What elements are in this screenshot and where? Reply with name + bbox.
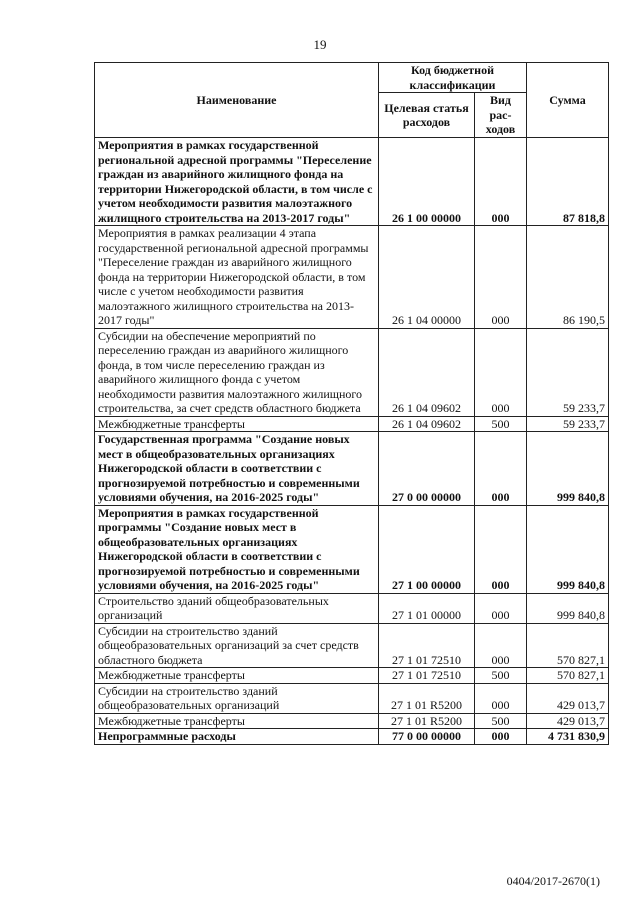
row-amount: 999 840,8 [527, 593, 609, 623]
table-row [95, 729, 609, 745]
row-amount: 570 827,1 [527, 668, 609, 684]
row-expense-type: 000 [475, 729, 527, 745]
row-expense-type: 000 [475, 505, 527, 593]
row-name: Межбюджетные трансферты [95, 416, 379, 432]
header-target-article: Целевая статья расходов [379, 93, 475, 138]
table-row [95, 668, 609, 684]
row-name: Мероприятия в рамках государственной региональной адресной программы "Переселение граждан из аварийного жилищного фонда на территории Нижегородской области, в том числе с учетом необходимости развития малоэтажного жилищного строительства на 2013-2017 годы" [95, 138, 379, 226]
row-name: Межбюджетные трансферты [95, 713, 379, 729]
row-name: Непрограммные расходы [95, 729, 379, 745]
row-name: Межбюджетные трансферты [95, 668, 379, 684]
budget-table [94, 62, 609, 745]
page-number: 19 [313, 37, 327, 52]
row-target-article: 77 0 00 00000 [379, 729, 475, 745]
row-amount: 59 233,7 [527, 416, 609, 432]
row-amount: 429 013,7 [527, 683, 609, 713]
row-target-article: 27 1 01 72510 [379, 668, 475, 684]
row-expense-type: 000 [475, 593, 527, 623]
row-target-article: 27 1 01 R5200 [379, 713, 475, 729]
row-target-article: 27 0 00 00000 [379, 432, 475, 506]
row-expense-type: 500 [475, 668, 527, 684]
row-target-article: 26 1 04 09602 [379, 416, 475, 432]
row-expense-type: 000 [475, 138, 527, 226]
table-header [95, 63, 609, 138]
row-target-article: 26 1 04 00000 [379, 226, 475, 329]
row-name: Субсидии на строительство зданий общеобразовательных организаций [95, 683, 379, 713]
row-name: Субсидии на обеспечение мероприятий по переселению граждан из аварийного жилищного фонда, в том числе переселению граждан из аварийного жилищного фонда с учетом необходимости развития малоэтажного жилищного строительства, за счет средств областного бюджета [95, 328, 379, 416]
row-name: Строительство зданий общеобразовательных организаций [95, 593, 379, 623]
row-expense-type: 000 [475, 328, 527, 416]
row-amount: 87 818,8 [527, 138, 609, 226]
row-amount: 86 190,5 [527, 226, 609, 329]
row-expense-type: 500 [475, 416, 527, 432]
table-row [95, 226, 609, 329]
row-name: Субсидии на строительство зданий общеобразовательных организаций за счет средств областного бюджета [95, 623, 379, 668]
row-amount: 570 827,1 [527, 623, 609, 668]
table-row [95, 138, 609, 226]
header-code-group: Код бюджетной классификации [379, 63, 527, 93]
table-row [95, 713, 609, 729]
header-amount: Сумма [527, 63, 609, 138]
document-code: 0404/2017-2670(1) [506, 874, 600, 888]
table-row [95, 416, 609, 432]
table-row [95, 683, 609, 713]
row-name: Мероприятия в рамках реализации 4 этапа государственной региональной адресной программы "Переселение граждан из аварийного жилищного фонда на территории Нижегородской области, в том числе с учетом необходимости развития малоэтажного жилищного строительства на 2013-2017 годы" [95, 226, 379, 329]
table-body [95, 138, 609, 745]
row-expense-type: 500 [475, 713, 527, 729]
row-expense-type: 000 [475, 683, 527, 713]
table-row [95, 623, 609, 668]
row-expense-type: 000 [475, 623, 527, 668]
row-target-article: 27 1 01 72510 [379, 623, 475, 668]
row-expense-type: 000 [475, 226, 527, 329]
row-target-article: 27 1 01 R5200 [379, 683, 475, 713]
row-target-article: 26 1 00 00000 [379, 138, 475, 226]
table-row [95, 505, 609, 593]
row-name: Государственная программа "Создание новых мест в общеобразовательных организациях Нижегородской области в соответствии с прогнозируемой потребностью и современными условиями обучения, на 2016-2025 годы" [95, 432, 379, 506]
table-row [95, 432, 609, 506]
row-amount: 4 731 830,9 [527, 729, 609, 745]
table-row [95, 328, 609, 416]
row-target-article: 27 1 01 00000 [379, 593, 475, 623]
row-amount: 59 233,7 [527, 328, 609, 416]
row-expense-type: 000 [475, 432, 527, 506]
row-amount: 999 840,8 [527, 505, 609, 593]
row-target-article: 26 1 04 09602 [379, 328, 475, 416]
table-row [95, 593, 609, 623]
row-name: Мероприятия в рамках государственной программы "Создание новых мест в общеобразовательных организациях Нижегородской области в соответствии с прогнозируемой потребностью и современными условиями обучения, на 2016-2025 годы" [95, 505, 379, 593]
row-target-article: 27 1 00 00000 [379, 505, 475, 593]
header-name: Наименование [95, 63, 379, 138]
header-expense-type: Вид рас-ходов [475, 93, 527, 138]
row-amount: 999 840,8 [527, 432, 609, 506]
row-amount: 429 013,7 [527, 713, 609, 729]
